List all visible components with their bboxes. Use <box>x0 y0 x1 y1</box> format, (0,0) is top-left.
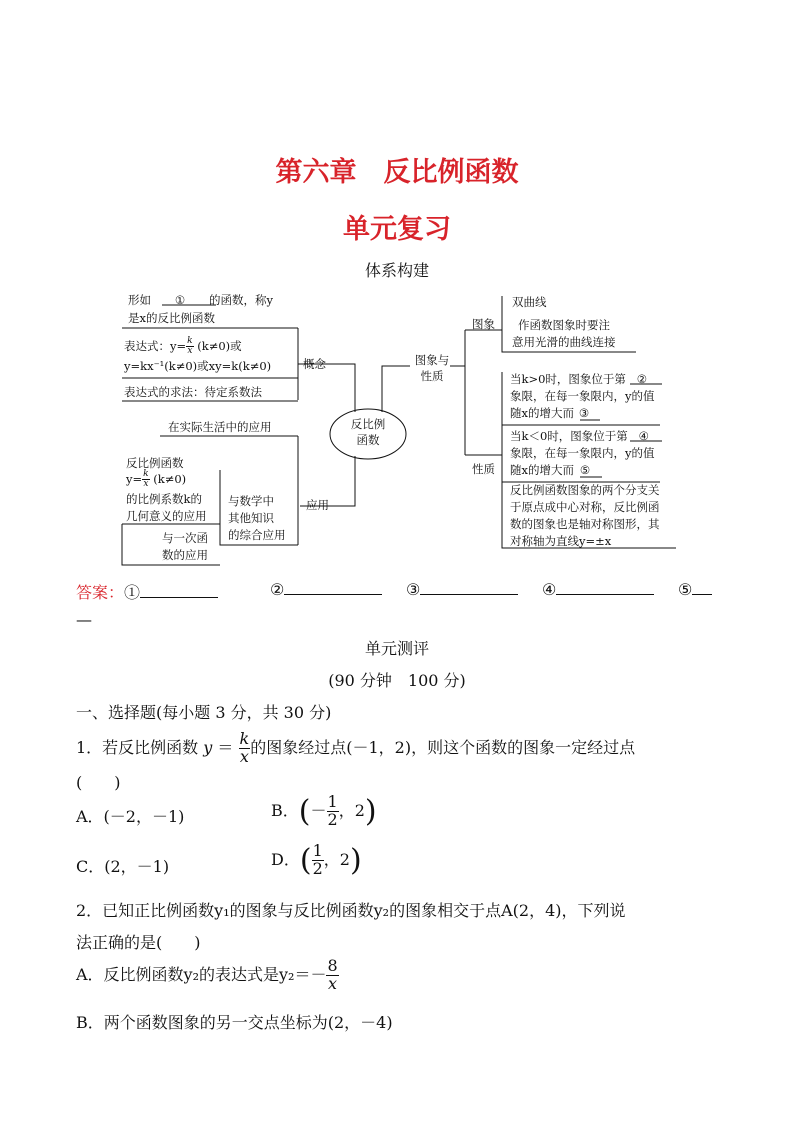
property-symmetry-1: 反比例函数图象的两个分支关 <box>510 483 660 497</box>
application-linear-1: 与一次函 <box>162 531 208 545</box>
test-heading: 单元测评 <box>364 639 429 658</box>
property-k-negative-line2: 象限，在每一象限内，y的值 <box>510 446 655 460</box>
answer-5: ⑤ <box>678 580 712 599</box>
concept-method: 表达式的求法：待定系数法 <box>124 385 262 399</box>
property-k-negative-line3: 随x的增大而 ⑤ <box>510 463 591 477</box>
chapter-title: 第六章 反比例函数 <box>275 157 519 188</box>
hyperbola-text: 双曲线 <box>512 295 547 309</box>
property-k-negative-line1: 当k＜0时，图象位于第 ④ <box>510 429 649 443</box>
property-label: 性质 <box>472 462 495 476</box>
property-k-positive-line1: 当k>0时，图象位于第 ② <box>510 372 648 386</box>
concept-label: 概念 <box>303 357 326 371</box>
application-k-line4: 几何意义的应用 <box>126 509 207 523</box>
graph-label: 图象 <box>472 317 495 331</box>
concept-expression: 表达式：y= $\frac{k}{x}$ (k≠0)或 <box>124 336 242 357</box>
application-label: 应用 <box>306 498 329 512</box>
q1-option-a: A．(－2，－1) <box>76 807 185 826</box>
graph-property-label: 图象与 性质 <box>414 353 450 383</box>
answer-3: ③ <box>406 580 518 599</box>
property-symmetry-2: 于原点成中心对称，反比例函 <box>510 500 660 514</box>
application-linear-2: 数的应用 <box>162 548 208 562</box>
answers-row: 答案：① <box>76 580 218 603</box>
section-title: 单元复习 <box>343 214 451 245</box>
draw-tip-2: 意用光滑的曲线连接 <box>512 335 616 349</box>
q1-option-d: D．( $\frac{1}{2}$ ，2) <box>271 841 362 878</box>
section-heading: 一、选择题(每小题 3 分，共 30 分) <box>76 703 332 722</box>
q1-option-c: C．(2，－1) <box>76 857 170 876</box>
answer-4: ④ <box>542 580 654 599</box>
center-node: 反比例 函数 <box>350 417 386 447</box>
application-k-line1: 反比例函数 <box>126 456 184 470</box>
question-1: 1．若反比例函数 y ＝ $\frac{k}{x}$ 的图象经过点(－1，2)，则这个函数的图象一定经过点 <box>76 729 636 766</box>
answers-tail: — <box>76 610 92 629</box>
q2-option-a: A．反比例函数y₂的表达式是y₂＝－ $\frac{8}{x}$ <box>76 956 338 993</box>
concept-def-line1: 形如 ① 的函数，称y <box>128 293 273 307</box>
question-1-paren: ( ) <box>76 773 121 792</box>
application-math-3: 的综合应用 <box>228 528 286 542</box>
answer-2: ② <box>270 580 382 599</box>
question-2-line2: 法正确的是( ) <box>76 933 201 952</box>
property-symmetry-3: 数的图象也是轴对称图形，其 <box>510 517 660 531</box>
application-math-1: 与数学中 <box>228 494 274 508</box>
draw-tip-1: 作函数图象时要注 <box>518 318 610 332</box>
property-k-positive-line3: 随x的增大而 ③ <box>510 406 590 420</box>
application-math-2: 其他知识 <box>228 511 274 525</box>
application-k-line3: 的比例系数k的 <box>126 492 202 506</box>
concept-expression-2: y=kx⁻¹(k≠0)或xy=k(k≠0) <box>124 359 272 373</box>
diagram-heading: 体系构建 <box>364 261 429 280</box>
test-time: (90 分钟 100 分) <box>328 671 466 690</box>
q1-option-b: B．(－ $\frac{1}{2}$ ，2) <box>271 792 377 829</box>
application-real-life: 在实际生活中的应用 <box>168 420 272 434</box>
answers-label: 答案： <box>76 583 125 602</box>
concept-def-line2: 是x的反比例函数 <box>128 311 215 325</box>
property-symmetry-4: 对称轴为直线y=±x <box>510 534 612 548</box>
q2-option-b: B．两个函数图象的另一交点坐标为(2，－4) <box>76 1013 393 1032</box>
application-k-line2: y= $\frac{k}{x}$ (k≠0) <box>126 469 187 490</box>
property-k-positive-line2: 象限，在每一象限内，y的值 <box>510 389 655 403</box>
question-2-line1: 2．已知正比例函数y₁的图象与反比例函数y₂的图象相交于点A(2，4)，下列说 <box>76 901 626 920</box>
